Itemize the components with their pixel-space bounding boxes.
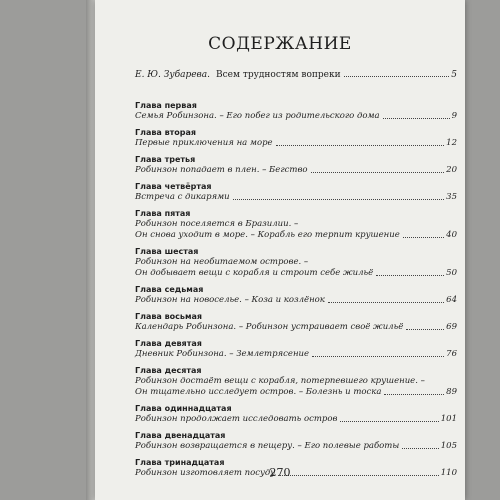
chapter-heading: Глава одиннадцатая xyxy=(135,404,232,413)
chapter-heading: Глава седьмая xyxy=(135,285,204,294)
chapter-line xyxy=(135,165,457,176)
page-number: 270 xyxy=(269,466,291,479)
chapter-line-text: Робинзон попадает в плен. – Бегство xyxy=(135,165,308,175)
toc-chapter xyxy=(135,100,457,122)
leader-dots xyxy=(340,421,438,422)
chapter-line-text: Робинзон возвращается в пещеру. – Его полевые работы xyxy=(135,441,400,451)
leader-dots xyxy=(406,329,444,330)
chapter-line xyxy=(135,192,457,203)
chapter-page: 76 xyxy=(446,349,457,359)
toc-chapter xyxy=(135,338,457,360)
leader-dots xyxy=(402,448,439,449)
chapter-line-text: Он добывает вещи с корабля и строит себе жильё xyxy=(135,268,374,278)
chapter-line-text: Календарь Робинзона. – Робинзон устраивает своё жильё xyxy=(135,322,404,332)
chapter-heading: Глава двенадцатая xyxy=(135,431,226,440)
leader-dots xyxy=(344,76,450,77)
chapter-line-text: Он снова уходит в море. – Корабль его терпит крушение xyxy=(135,230,400,240)
toc-chapter xyxy=(135,403,457,425)
toc-chapter xyxy=(135,154,457,176)
toc-chapter xyxy=(135,181,457,203)
chapter-line-text: Робинзон изготовляет посуду xyxy=(135,468,276,478)
table-of-contents xyxy=(135,100,457,484)
chapter-heading: Глава третья xyxy=(135,155,196,164)
chapter-heading: Глава четвёртая xyxy=(135,182,212,191)
chapter-line xyxy=(135,441,457,452)
toc-chapter xyxy=(135,311,457,333)
chapter-line xyxy=(135,349,457,360)
intro-author: Е. Ю. Зубарева. xyxy=(135,70,210,80)
leader-dots xyxy=(233,199,445,200)
chapter-line xyxy=(135,376,457,387)
chapter-line-text: Робинзон на необитаемом острове. – xyxy=(135,257,309,267)
chapter-line xyxy=(135,387,457,398)
chapter-page: 64 xyxy=(446,295,457,305)
chapter-line-text: Робинзон на новоселье. – Коза и козлёнок xyxy=(135,295,325,305)
chapter-page: 69 xyxy=(446,322,457,332)
chapter-line xyxy=(135,219,457,230)
chapter-line-text: Робинзон достаёт вещи с корабля, потерпевшего крушение. – xyxy=(135,376,425,386)
chapter-heading: Глава девятая xyxy=(135,339,202,348)
chapter-page: 50 xyxy=(446,268,457,278)
leader-dots xyxy=(383,118,450,119)
chapter-line xyxy=(135,322,457,333)
chapter-line xyxy=(135,295,457,306)
chapter-line xyxy=(135,138,457,149)
chapter-line xyxy=(135,268,457,279)
page-title: СОДЕРЖАНИЕ xyxy=(208,34,352,54)
leader-dots xyxy=(403,237,444,238)
chapter-line xyxy=(135,111,457,122)
chapter-heading: Глава тринадцатая xyxy=(135,458,225,467)
page-edge xyxy=(86,0,95,500)
chapter-line-text: Встреча с дикарями xyxy=(135,192,230,202)
chapter-heading: Глава восьмая xyxy=(135,312,203,321)
toc-chapter xyxy=(135,284,457,306)
chapter-page: 40 xyxy=(446,230,457,240)
leader-dots xyxy=(312,356,444,357)
intro-page: 5 xyxy=(451,70,457,80)
leader-dots xyxy=(276,145,445,146)
leader-dots xyxy=(311,172,445,173)
chapter-line-text: Он тщательно исследует остров. – Болезнь и тоска xyxy=(135,387,382,397)
leader-dots xyxy=(376,275,444,276)
chapter-line-text: Робинзон поселяется в Бразилии. – xyxy=(135,219,299,229)
chapter-page: 105 xyxy=(440,441,457,451)
toc-chapter xyxy=(135,246,457,279)
toc-chapter xyxy=(135,127,457,149)
toc-chapter xyxy=(135,430,457,452)
leader-dots xyxy=(328,302,444,303)
chapter-page: 20 xyxy=(446,165,457,175)
chapter-line xyxy=(135,230,457,241)
intro-entry xyxy=(135,70,457,80)
chapter-line xyxy=(135,257,457,268)
chapter-line-text: Дневник Робинзона. – Землетрясение xyxy=(135,349,310,359)
intro-title: Всем трудностям вопреки xyxy=(216,70,341,80)
chapter-line-text: Первые приключения на море xyxy=(135,138,273,148)
chapter-heading: Глава шестая xyxy=(135,247,199,256)
toc-chapter xyxy=(135,208,457,241)
chapter-line-text: Робинзон продолжает исследовать остров xyxy=(135,414,338,424)
chapter-heading: Глава десятая xyxy=(135,366,202,375)
chapter-line xyxy=(135,414,457,425)
chapter-heading: Глава пятая xyxy=(135,209,191,218)
book-page xyxy=(95,0,465,500)
chapter-page: 110 xyxy=(440,468,457,478)
chapter-page: 12 xyxy=(446,138,457,148)
toc-chapter xyxy=(135,365,457,398)
chapter-heading: Глава вторая xyxy=(135,128,197,137)
chapter-heading: Глава первая xyxy=(135,101,197,110)
chapter-page: 101 xyxy=(440,414,457,424)
chapter-page: 35 xyxy=(446,192,457,202)
leader-dots xyxy=(384,394,444,395)
chapter-line-text: Семья Робинзона. – Его побег из родительского дома xyxy=(135,111,380,121)
chapter-page: 89 xyxy=(446,387,457,397)
chapter-page: 9 xyxy=(451,111,457,121)
